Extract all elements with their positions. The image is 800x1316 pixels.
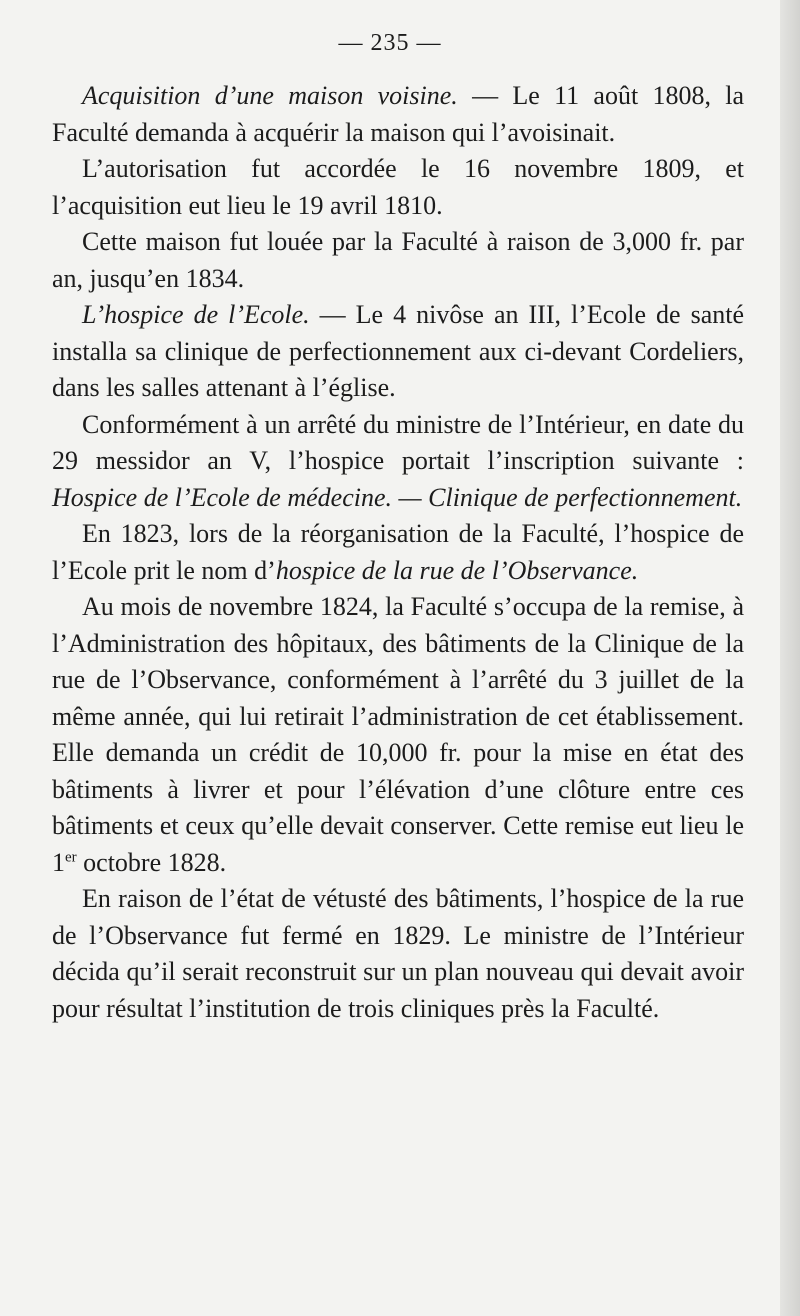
paragraph-text: — Le 11 août 1808, la Faculté demanda à acquérir la maison qui l’avoisinait. xyxy=(52,81,745,147)
paragraph-text: En 1823, lors de la réorganisation de la Faculté, l’hospice de l’Ecole prit le nom d’ xyxy=(52,519,744,585)
section-heading: L’hospice de l’Ecole. xyxy=(82,300,310,329)
paragraph-text: Cette maison fut louée par la Faculté à raison de 3,000 fr. par an, jusqu’en 1834. xyxy=(52,227,744,293)
section-heading: Acquisition d’une maison voisine. xyxy=(82,81,458,110)
page-edge xyxy=(780,0,800,1316)
page-number: — 235 — xyxy=(338,30,442,56)
paragraph-autorisation xyxy=(52,151,744,224)
paragraph-text: — Le 4 nivôse an III, l’Ecole de santé installa sa clinique de perfectionnement aux ci-devant Cordeliers, dans les salles attenant à l’église. xyxy=(52,300,744,402)
paragraph-1823 xyxy=(52,516,744,589)
inscription-text: Hospice de l’Ecole de médecine. — Clinique de perfectionnement. xyxy=(52,482,743,512)
paragraph-1829 xyxy=(52,881,744,1027)
paragraph-location xyxy=(52,224,744,297)
paragraph-text: octobre 1828. xyxy=(76,847,227,877)
paragraph-inscription xyxy=(52,407,744,517)
paragraph-text: L’autorisation fut accordée le 16 novembre 1809, et l’acquisition eut lieu le 19 avril 1810. xyxy=(52,154,744,220)
paragraph-text: En raison de l’état de vétusté des bâtiments, l’hospice de la rue de l’Observance fut fermé en 1829. Le ministre de l’Intérieur décida qu’il serait reconstruit sur un plan nouveau qui devait avoir pour résultat l’institution de trois cliniques près la Faculté. xyxy=(52,884,744,1023)
paragraph-acquisition xyxy=(52,78,744,151)
paragraph-hospice xyxy=(52,297,744,407)
paragraph-text: Au mois de novembre 1824, la Faculté s’occupa de la remise, à l’Administration des hôpitaux, des bâtiments de la Clinique de la rue de l’Observance, conformément à l’arrêté du 3 juillet de la même année, qui lui retirait l’administration de cet établissement. Elle demanda un crédit de 10,000 fr. pour la mise en état des bâtiments à livrer et pour l’élévation d’une clôture entre ces bâtiments et ceux qu’elle devait conserver. Cette remise eut lieu le 1 xyxy=(52,592,744,877)
paragraph-text: Conformément à un arrêté du ministre de l’Intérieur, en date du 29 messidor an V, l’hospice portait l’inscription suivante : xyxy=(52,409,744,475)
paragraph-1824 xyxy=(52,589,744,881)
hospice-name: hospice de la rue de l’Observance. xyxy=(275,555,639,585)
body-text xyxy=(52,78,744,1027)
superscript: er xyxy=(65,848,77,865)
